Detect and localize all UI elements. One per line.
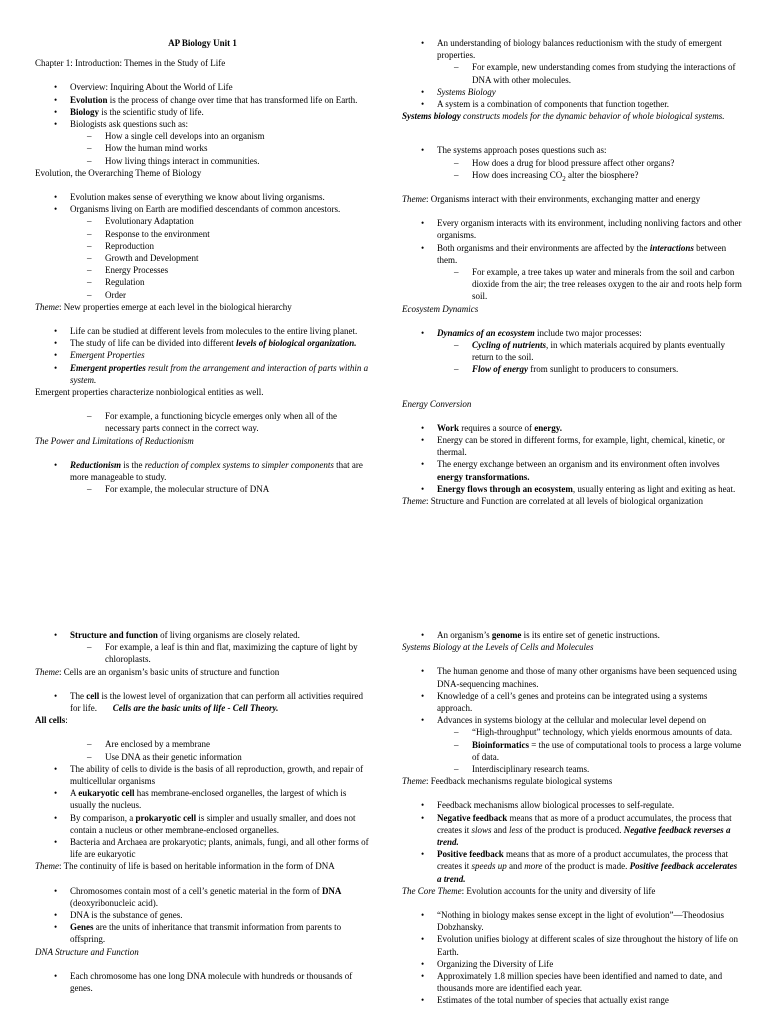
section-heading: Energy Conversion xyxy=(402,398,472,409)
spacer xyxy=(402,376,742,398)
theme-heading: Theme: Organisms interact with their environments, exchanging matter and energy xyxy=(402,194,701,205)
evolution-list xyxy=(35,191,370,301)
list-item: • An understanding of biology balances reductionism with the study of emergent properties. xyxy=(402,37,742,61)
spacer xyxy=(35,726,370,738)
list-item: • Emergent properties result from the arrangement and interaction of parts within a system. xyxy=(35,362,370,386)
list-item: • Work requires a source of energy. xyxy=(402,422,742,434)
spacer xyxy=(35,447,370,459)
spacer xyxy=(402,315,742,327)
page-title: AP Biology Unit 1 xyxy=(168,38,237,48)
sub-list-item: – Interdisciplinary research teams. xyxy=(402,763,742,775)
list-item: • By comparison, a prokaryotic cell is simpler and usually smaller, and does not contain a nucleus or other membrane-enclosed organelles. xyxy=(35,812,370,836)
spacer xyxy=(35,678,370,690)
cell-list xyxy=(35,690,370,714)
list-item: • Reductionism is the reduction of complex systems to simpler components that are more manageable to study. xyxy=(35,459,370,483)
dna-list xyxy=(35,885,370,946)
theme-heading: Theme: The continuity of life is based on heritable information in the form of DNA xyxy=(35,861,335,872)
sub-list-item: – Growth and Development xyxy=(35,252,370,264)
understanding-list xyxy=(402,37,742,110)
sub-list-item: – How does increasing $CO_2$ alter the biosphere? xyxy=(402,169,742,181)
list-item: • Both organisms and their environments are affected by the interactions between them. xyxy=(402,242,742,266)
sub-list-item: – “High-throughput” technology, which yields enormous amounts of data. xyxy=(402,726,742,738)
list-item: • Systems Biology xyxy=(402,86,742,98)
list-item: • Organizing the Diversity of Life xyxy=(402,958,742,970)
spacer xyxy=(35,958,370,970)
spacer xyxy=(35,398,370,410)
reductionism-list xyxy=(35,459,370,496)
top-left-column xyxy=(35,37,370,496)
list-item: • A system is a combination of components that function together. xyxy=(402,98,742,110)
sub-list-item: – For example, a functioning bicycle emerges only when all of the necessary parts connect in the correct way. xyxy=(35,410,370,434)
list-item: • Each chromosome has one long DNA molecule with hundreds or thousands of genes. xyxy=(35,970,370,994)
list-item: • Advances in systems biology at the cellular and molecular level depend on xyxy=(402,714,742,726)
interaction-list xyxy=(402,217,742,302)
sub-list-item: – How the human mind works xyxy=(35,142,370,154)
dynamics-list xyxy=(402,327,742,376)
list-item: • Chromosomes contain most of a cell’s genetic material in the form of DNA (deoxyribonucleic acid). xyxy=(35,885,370,909)
spacer xyxy=(402,205,742,217)
theme-heading: Theme: New properties emerge at each level in the biological hierarchy xyxy=(35,301,292,312)
approach-list xyxy=(402,144,742,181)
sub-list-item: – Response to the environment xyxy=(35,228,370,240)
sub-list-item: – For example, a leaf is thin and flat, maximizing the capture of light by chloroplasts. xyxy=(35,641,370,665)
list-item: • An organism’s genome is its entire set of genetic instructions. xyxy=(402,629,742,641)
sub-list-item: – For example, new understanding comes from studying the interactions of DNA with other molecules. xyxy=(402,61,742,85)
section-heading: Ecosystem Dynamics xyxy=(402,303,479,314)
list-item: • Positive feedback means that as more of a product accumulates, the process that creates it speeds up and more of the product is made. Positive feedback accelerates a trend. xyxy=(402,848,742,885)
spacer xyxy=(402,122,742,144)
list-item: • Dynamics of an ecosystem include two major processes: xyxy=(402,327,742,339)
spacer xyxy=(35,313,370,325)
sub-list-item: – Evolutionary Adaptation xyxy=(35,215,370,227)
structure-list xyxy=(35,629,370,666)
spacer xyxy=(35,179,370,191)
list-item: • Evolution unifies biology at different scales of size throughout the history of life on Earth. xyxy=(402,933,742,957)
sub-list-item: – Energy Processes xyxy=(35,264,370,276)
overview-list xyxy=(35,81,370,166)
sub-list-item: – For example, the molecular structure of DNA xyxy=(35,483,370,495)
spacer xyxy=(402,410,742,422)
list-item: • The energy exchange between an organism and its environment often involves energy transformations. xyxy=(402,458,742,482)
levels-list xyxy=(35,325,370,386)
theme-heading: Theme: Cells are an organism’s basic units of structure and function xyxy=(35,666,280,677)
bicycle-list xyxy=(35,410,370,434)
list-item: • Evolution is the process of change over time that has transformed life on Earth. xyxy=(35,94,370,106)
list-item: • Overview: Inquiring About the World of Life xyxy=(35,81,370,93)
list-item: • “Nothing in biology makes sense except in the light of evolution”—Theodosius Dobzhansky. xyxy=(402,909,742,933)
body-text: Emergent properties characterize nonbiological entities as well. xyxy=(35,387,264,398)
bottom-left-column xyxy=(35,629,370,994)
list-item: • Negative feedback means that as more of a product accumulates, the process that creates it slows and less of the product is produced. Negative feedback reverses a trend. xyxy=(402,812,742,849)
sub-list-item: – How does a drug for blood pressure affect other organs? xyxy=(402,157,742,169)
list-item: • Biologists ask questions such as: xyxy=(35,118,370,130)
chromosome-list xyxy=(35,970,370,994)
sub-list-item: – How living things interact in communities. xyxy=(35,155,370,167)
list-item: • Energy flows through an ecosystem, usually entering as light and exiting as heat. xyxy=(402,483,742,495)
sub-list-item: – Bioinformatics = the use of computational tools to process a large volume of data. xyxy=(402,739,742,763)
section-heading: DNA Structure and Function xyxy=(35,946,139,957)
section-heading: Systems Biology at the Levels of Cells and Molecules xyxy=(402,642,594,653)
list-item: • Estimates of the total number of species that actually exist range xyxy=(402,994,742,1006)
spacer xyxy=(402,787,742,799)
list-item: • The study of life can be divided into different levels of biological organization. xyxy=(35,337,370,349)
list-item: • Feedback mechanisms allow biological processes to self-regulate. xyxy=(402,799,742,811)
spacer xyxy=(35,873,370,885)
list-item: • Energy can be stored in different forms, for example, light, chemical, kinetic, or thermal. xyxy=(402,434,742,458)
section-heading: Evolution, the Overarching Theme of Biology xyxy=(35,167,202,178)
theme-heading: The Core Theme: Evolution accounts for the unity and diversity of life xyxy=(402,885,656,896)
systems-biology-definition: Systems biology constructs models for the dynamic behavior of whole biological systems. xyxy=(402,111,725,122)
sub-list-item: – Regulation xyxy=(35,276,370,288)
energy-list xyxy=(402,422,742,495)
section-heading: The Power and Limitations of Reductionism xyxy=(35,435,194,446)
sub-list-item: – Cycling of nutrients, in which materials acquired by plants eventually return to the soil. xyxy=(402,339,742,363)
list-item: • The cell is the lowest level of organization that can perform all activities required for life. Cells are the basic units of life - Cell Theory. xyxy=(35,690,370,714)
spacer xyxy=(402,181,742,193)
list-item: • Genes are the units of inheritance that transmit information from parents to offspring. xyxy=(35,921,370,945)
sub-list-item: – Order xyxy=(35,289,370,301)
list-item: • Biology is the scientific study of life. xyxy=(35,106,370,118)
chapter-heading: Chapter 1: Introduction: Themes in the Study of Life xyxy=(35,58,226,69)
list-item: • Life can be studied at different levels from molecules to the entire living planet. xyxy=(35,325,370,337)
list-item: • The ability of cells to divide is the basis of all reproduction, growth, and repair of multicellular organisms xyxy=(35,763,370,787)
list-item: • Every organism interacts with its environment, including nonliving factors and other organisms. xyxy=(402,217,742,241)
list-item: • The human genome and those of many other organisms have been sequenced using DNA-sequencing machines. xyxy=(402,665,742,689)
all-cells-heading: All cells: xyxy=(35,715,68,726)
list-item: • Bacteria and Archaea are prokaryotic; plants, animals, fungi, and all other forms of life are eukaryotic xyxy=(35,836,370,860)
sub-list-item: – For example, a tree takes up water and minerals from the soil and carbon dioxide from the air; the tree releases oxygen to the air and roots help form soil. xyxy=(402,266,742,303)
theme-heading: Theme: Structure and Function are correlated at all levels of biological organization xyxy=(402,496,703,507)
list-item: • Structure and function of living organisms are closely related. xyxy=(35,629,370,641)
sub-list-item: – Are enclosed by a membrane xyxy=(35,738,370,750)
cell-features-list xyxy=(35,738,370,860)
top-right-column xyxy=(402,37,742,507)
list-item: • Knowledge of a cell’s genes and proteins can be integrated using a systems approach. xyxy=(402,690,742,714)
core-list xyxy=(402,909,742,1007)
bottom-right-column xyxy=(402,629,742,1007)
sub-list-item: – Use DNA as their genetic information xyxy=(35,751,370,763)
sub-list-item: – Reproduction xyxy=(35,240,370,252)
sub-list-item: – Flow of energy from sunlight to producers to consumers. xyxy=(402,363,742,375)
list-item: • Organisms living on Earth are modified descendants of common ancestors. xyxy=(35,203,370,215)
spacer xyxy=(402,897,742,909)
theme-heading: Theme: Feedback mechanisms regulate biological systems xyxy=(402,776,613,787)
list-item: • Evolution makes sense of everything we know about living organisms. xyxy=(35,191,370,203)
feedback-list xyxy=(402,799,742,884)
genome-list xyxy=(402,629,742,641)
list-item: • A eukaryotic cell has membrane-enclosed organelles, the largest of which is usually the nucleus. xyxy=(35,787,370,811)
sub-list-item: – How a single cell develops into an organism xyxy=(35,130,370,142)
list-item: • Approximately 1.8 million species have been identified and named to date, and thousands more are identified each year. xyxy=(402,970,742,994)
list-item: • Emergent Properties xyxy=(35,349,370,361)
spacer xyxy=(35,69,370,81)
list-item: • The systems approach poses questions such as: xyxy=(402,144,742,156)
systems-list xyxy=(402,665,742,775)
list-item: • DNA is the substance of genes. xyxy=(35,909,370,921)
spacer xyxy=(402,653,742,665)
